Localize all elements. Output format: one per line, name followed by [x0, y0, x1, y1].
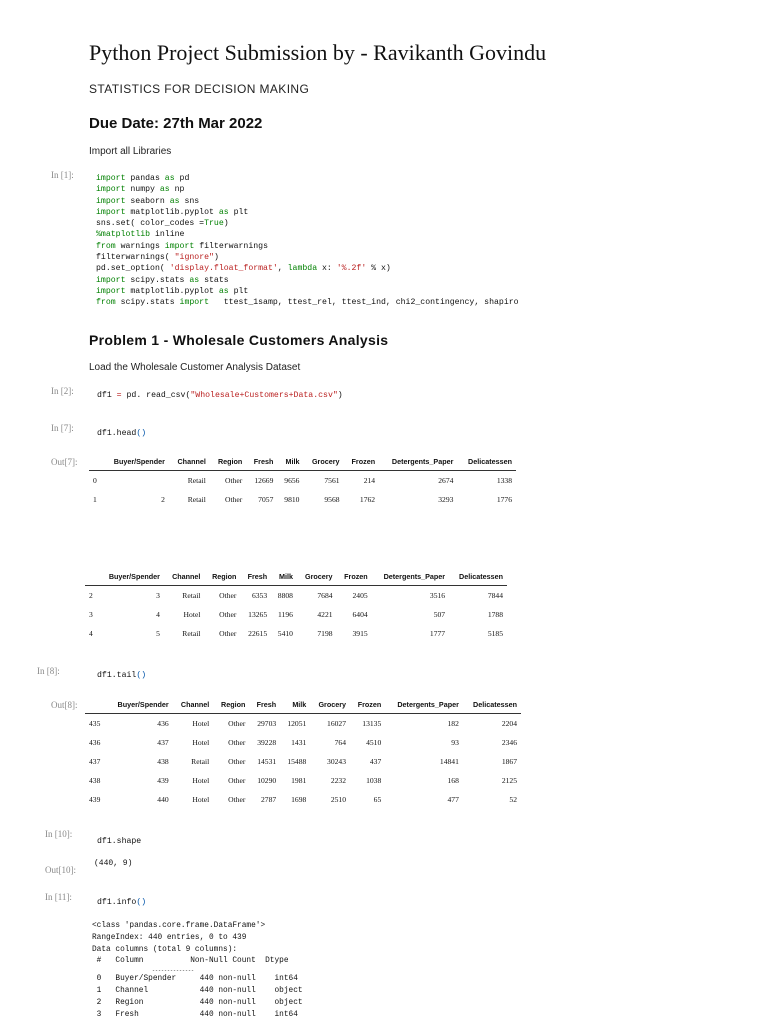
table-cell: 440 — [157, 795, 169, 804]
table-cell: Hotel — [192, 776, 210, 785]
table-cell: 2125 — [501, 776, 517, 785]
table-cell: 168 — [447, 776, 459, 785]
column-header: Region — [217, 457, 243, 466]
info-row: 1 Channel 440 non-null object — [92, 986, 303, 995]
table-cell: 2346 — [501, 738, 517, 747]
info-rule: -------------- — [92, 968, 201, 975]
table-cell: 1762 — [359, 495, 376, 504]
column-header: Fresh — [247, 572, 268, 581]
table-cell: 214 — [363, 476, 376, 485]
table-cell: 1038 — [366, 776, 382, 785]
table-cell: Retail — [187, 495, 206, 504]
prompt-out-8: Out[8]: — [51, 700, 78, 710]
load-note: Load the Wholesale Customer Analysis Dataset — [89, 362, 301, 373]
subtitle: STATISTICS FOR DECISION MAKING — [89, 82, 310, 96]
index-header — [85, 698, 107, 714]
table-cell: 1196 — [278, 610, 293, 619]
column-header: Delicatessen — [473, 700, 517, 709]
code-var: df1 — [97, 391, 112, 400]
import-note: Import all Libraries — [89, 146, 172, 157]
table-cell: 4510 — [366, 738, 382, 747]
table-cell: 1981 — [291, 776, 307, 785]
info-header: # Column Non-Null Count Dtype — [92, 957, 289, 966]
column-header: Channel — [172, 572, 201, 581]
column-header: Delicatessen — [459, 572, 503, 581]
table-cell: 436 — [157, 719, 169, 728]
row-index: 2 — [89, 591, 93, 600]
table-cell: 13135 — [362, 719, 382, 728]
table-cell: 9656 — [284, 476, 300, 485]
table-cell: 1867 — [501, 757, 517, 766]
table-header-row — [89, 455, 516, 471]
prompt-in-11: In [11]: — [45, 892, 72, 902]
table-cell: 9568 — [324, 495, 340, 504]
index-header — [89, 455, 102, 471]
code-paren: () — [136, 429, 147, 438]
table-row — [85, 605, 507, 624]
table-cell: 1777 — [429, 629, 446, 638]
table-cell: Hotel — [192, 719, 210, 728]
prompt-out-7: Out[7]: — [51, 457, 78, 467]
row-index: 1 — [93, 495, 97, 504]
table-cell: 2204 — [501, 719, 517, 728]
info-class-line: <class 'pandas.core.frame.DataFrame'> — [92, 922, 266, 930]
table-cell: 15488 — [287, 757, 307, 766]
table-cell: Retail — [182, 629, 201, 638]
column-header: Frozen — [351, 457, 376, 466]
table-cell: 14841 — [439, 757, 459, 766]
column-header: Channel — [180, 700, 210, 709]
table-cell: Other — [228, 795, 246, 804]
table-row — [85, 771, 521, 790]
code-text: df1.info — [97, 898, 137, 907]
table-header-row — [85, 698, 521, 714]
prompt-in-10: In [10]: — [45, 829, 73, 839]
table-cell: 1788 — [487, 610, 503, 619]
row-index: 437 — [89, 757, 101, 766]
table-cell: 437 — [157, 738, 169, 747]
table-cell: Retail — [191, 757, 210, 766]
table-cell: 3 — [156, 591, 160, 600]
row-index: 438 — [89, 776, 101, 785]
table-cell: 16027 — [327, 719, 347, 728]
prompt-in-8: In [8]: — [37, 666, 60, 676]
code-cell-shape[interactable]: df1.shape — [97, 837, 142, 846]
table-cell: Other — [228, 757, 246, 766]
tail-table — [85, 698, 521, 809]
table-cell: 65 — [373, 795, 382, 804]
code-call: pd. read_csv( — [126, 391, 191, 400]
code-arg: "Wholesale+Customers+Data.csv" — [190, 391, 338, 400]
table-cell: 437 — [369, 757, 382, 766]
table-cell: 1698 — [291, 795, 307, 804]
table-cell: 6404 — [352, 610, 368, 619]
table-cell: 7684 — [317, 591, 333, 600]
table-cell: 52 — [509, 795, 517, 804]
row-index: 0 — [93, 476, 97, 485]
column-header: Milk — [285, 457, 300, 466]
table-cell: 2674 — [438, 476, 454, 485]
row-index: 4 — [89, 629, 93, 638]
column-header: Detergents_Paper — [397, 700, 459, 709]
table-cell: Other — [219, 610, 237, 619]
table-header-row — [85, 570, 507, 586]
column-header: Delicatessen — [468, 457, 512, 466]
table-cell: Retail — [187, 476, 206, 485]
table-row — [89, 471, 516, 491]
table-cell: Other — [225, 476, 243, 485]
table-cell: 4221 — [317, 610, 333, 619]
code-paren: () — [136, 898, 147, 907]
column-header: Grocery — [311, 457, 340, 466]
table-cell: 8808 — [277, 591, 293, 600]
column-header: Region — [212, 572, 237, 581]
table-cell: Other — [228, 719, 246, 728]
table-cell: 2 — [161, 495, 165, 504]
table-cell: 7057 — [258, 495, 274, 504]
table-cell: Retail — [182, 591, 201, 600]
column-header: Buyer/Spender — [108, 572, 160, 581]
table-cell: 764 — [334, 738, 347, 747]
info-row: 0 Buyer/Spender 440 non-null int64 — [92, 975, 298, 984]
table-cell: 182 — [447, 719, 459, 728]
table-cell: 93 — [451, 738, 459, 747]
table-cell: 10290 — [257, 776, 277, 785]
table-cell: Hotel — [192, 738, 210, 747]
row-index: 436 — [89, 738, 101, 747]
table-cell: 438 — [157, 757, 169, 766]
index-header — [85, 570, 98, 586]
table-cell: 5410 — [277, 629, 293, 638]
table-cell: 12051 — [287, 719, 307, 728]
info-cols-line: Data columns (total 9 columns): — [92, 945, 238, 954]
table-cell: 22615 — [248, 629, 268, 638]
column-header: Frozen — [344, 572, 368, 581]
page-title: Python Project Submission by - Ravikanth Govindu — [89, 40, 547, 65]
table-cell: Hotel — [192, 795, 210, 804]
code-cell-info[interactable] — [97, 897, 146, 908]
column-header: Fresh — [253, 457, 274, 466]
table-cell: 7561 — [324, 476, 340, 485]
head-table-a — [89, 455, 516, 509]
table-row — [89, 490, 516, 509]
shape-output: (440, 9) — [94, 859, 133, 868]
table-cell: 2232 — [330, 776, 347, 785]
table-cell: 13265 — [248, 610, 268, 619]
table-cell: Hotel — [183, 610, 201, 619]
table-cell: 3915 — [352, 629, 368, 638]
table-cell — [102, 471, 169, 491]
code-cell-imports[interactable]: import pandas as pd import numpy as np import seaborn as sns import matplotlib.pyplot as plt sns.set( color_codes =True) %matplotlib inline from warnings import filterwarnings filterwarnings( "ignore") pd.set_option( 'display.float_format', lambda x: '%.2f' % x) import scipy.stats as stats import matplotlib.pyplot as plt from scipy.stats import ttest_1samp, ttest_rel, ttest_ind, chi2_contingency, shapiro — [96, 174, 519, 308]
table-cell: 1776 — [496, 495, 512, 504]
table-cell: 477 — [447, 795, 459, 804]
column-header: Grocery — [304, 572, 333, 581]
table-cell: 2405 — [352, 591, 368, 600]
table-cell: 14531 — [257, 757, 277, 766]
problem-1-heading: Problem 1 - Wholesale Customers Analysis — [89, 332, 389, 348]
table-row — [85, 586, 507, 606]
row-index: 3 — [89, 610, 93, 619]
column-header: Buyer/Spender — [113, 457, 165, 466]
prompt-in-1: In [1]: — [51, 170, 74, 180]
table-cell: 5185 — [487, 629, 503, 638]
table-row — [85, 752, 521, 771]
column-header: Region — [221, 700, 246, 709]
table-cell: 39228 — [257, 738, 277, 747]
code-cell-head[interactable] — [97, 428, 146, 439]
code-text: df1.head — [97, 429, 137, 438]
column-header: Milk — [278, 572, 293, 581]
column-header: Channel — [177, 457, 206, 466]
table-cell: Other — [225, 495, 243, 504]
table-cell: Other — [228, 776, 246, 785]
column-header: Buyer/Spender — [117, 700, 169, 709]
table-cell: 439 — [157, 776, 169, 785]
table-cell: 29703 — [257, 719, 277, 728]
table-row — [85, 714, 521, 734]
code-paren: () — [136, 671, 147, 680]
code-cell-read-csv[interactable] — [97, 390, 343, 401]
table-cell: 7198 — [317, 629, 333, 638]
info-range-line: RangeIndex: 440 entries, 0 to 439 — [92, 933, 247, 942]
table-row — [85, 790, 521, 809]
table-cell: 6353 — [251, 591, 268, 600]
code-text: df1.tail — [97, 671, 137, 680]
column-header: Frozen — [357, 700, 382, 709]
table-cell: 12669 — [254, 476, 274, 485]
column-header: Fresh — [256, 700, 277, 709]
table-cell: 5 — [156, 629, 160, 638]
table-row — [85, 624, 507, 643]
code-op: = — [111, 391, 127, 400]
code-close: ) — [337, 391, 343, 400]
table-cell: 507 — [433, 610, 446, 619]
row-index: 439 — [89, 795, 101, 804]
table-cell: 9810 — [284, 495, 300, 504]
table-cell: Other — [219, 629, 237, 638]
info-row: 3 Fresh 440 non-null int64 — [92, 1010, 298, 1019]
table-cell: 1431 — [291, 738, 307, 747]
info-output — [92, 921, 303, 1021]
column-header: Grocery — [318, 700, 347, 709]
head-table-b — [85, 570, 507, 643]
table-cell: 2787 — [260, 795, 277, 804]
prompt-in-7: In [7]: — [51, 423, 74, 433]
table-cell: Other — [228, 738, 246, 747]
table-cell: 1338 — [496, 476, 512, 485]
table-row — [85, 733, 521, 752]
code-cell-tail[interactable] — [97, 670, 146, 681]
info-row: 2 Region 440 non-null object — [92, 998, 303, 1007]
table-cell: 7844 — [487, 591, 503, 600]
prompt-in-2: In [2]: — [51, 386, 74, 396]
prompt-out-10: Out[10]: — [45, 865, 76, 875]
due-date-heading: Due Date: 27th Mar 2022 — [89, 115, 263, 132]
table-cell: 4 — [156, 610, 160, 619]
row-index: 435 — [89, 719, 101, 728]
column-header: Milk — [292, 700, 307, 709]
column-header: Detergents_Paper — [383, 572, 446, 581]
column-header: Detergents_Paper — [391, 457, 454, 466]
table-cell: 3293 — [438, 495, 454, 504]
table-cell: 30243 — [327, 757, 347, 766]
table-cell: 2510 — [330, 795, 347, 804]
table-cell: 3516 — [429, 591, 446, 600]
table-cell: Other — [219, 591, 237, 600]
